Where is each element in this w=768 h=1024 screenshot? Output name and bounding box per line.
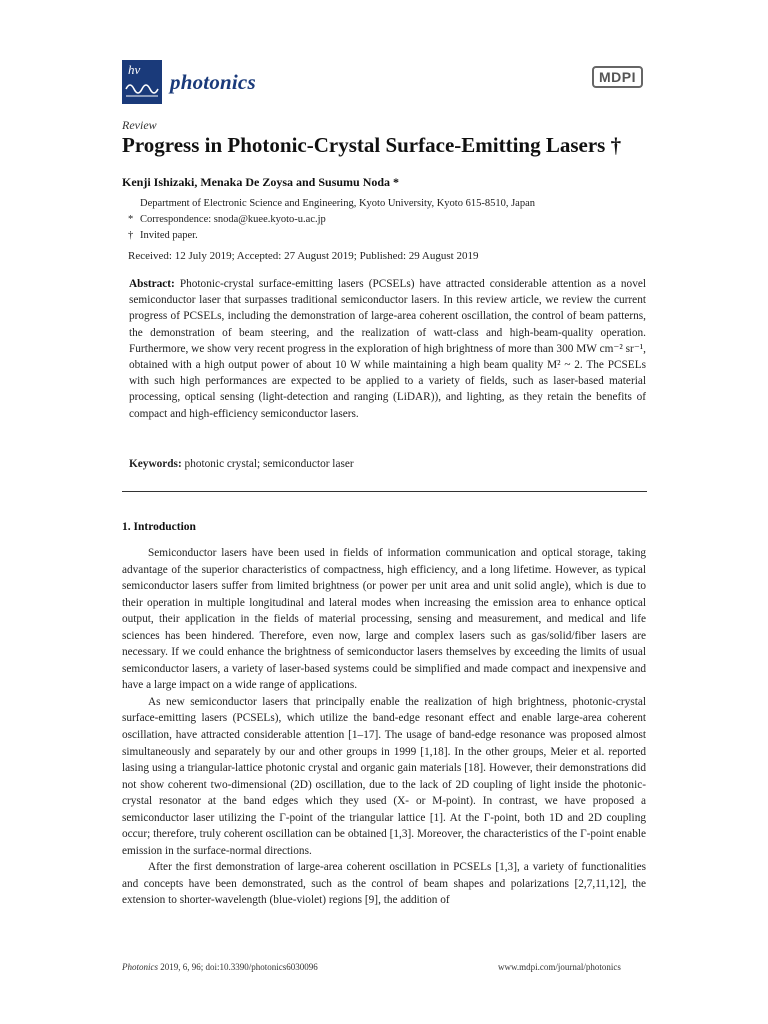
footer-journal: Photonics [122,962,158,972]
divider [122,491,647,492]
mdpi-logo-icon: MDPI [592,66,643,88]
correspondence: * Correspondence: snoda@kuee.kyoto-u.ac.jp [128,214,326,225]
publisher-logo[interactable] [592,66,643,88]
keywords-text: photonic crystal; semiconductor laser [184,458,354,470]
journal-logo[interactable] [122,60,256,104]
abstract-label: Abstract: [129,278,175,290]
article-type: Review [122,118,157,132]
article-title: Progress in Photonic-Crystal Surface-Emitting Lasers † [122,133,622,157]
abstract-text: Photonic-crystal surface-emitting lasers (PCSELs) have attracted considerable attention as a novel semiconductor laser that surpasses traditional semiconductor lasers. In this review article, we review the current progress of PCSELs, including the demonstration of large-area coherent oscillation, the control of beam patterns, the demonstration of beam steering, and the realization of watt-class and high-beam-quality operation. Furthermore, we show very recent progress in the exploration of high brightness of more than 300 MW cm⁻² sr⁻¹, obtained with a high output power of about 10 W while maintaining a high beam quality M² ~ 2. The PCSELs with such high performances are expected to be applied to a variety of fields, such as laser-based material processing, optical sensing (light-detection and ranging (LiDAR)), and lighting, as they retain the benefits of compact and high-efficiency semiconductor lasers. [129,278,647,420]
paragraph: After the first demonstration of large-area coherent oscillation in PCSELs [1,3], a variety of functionalities and concepts have been demonstrated, such as the control of beam shapes and polarizations [2,7,11,12], the extension to shorter-wavelength (blue-violet) regions [9], the addition of [122,861,646,907]
keywords-label: Keywords: [129,458,182,470]
photonics-logo-icon [122,60,162,104]
paragraph: Semiconductor lasers have been used in fields of information communication and optical storage, taking advantage of the superior characteristics of compactness, high efficiency, and a long lifetime. However, as typical semiconductor lasers suffer from limited brightness (or power per unit area and unit solid angle), which is due to their operation in multiple longitudinal and lateral modes when increasing the emission area to enhance optical output, their application in the fields of material processing, sensing and measurement, and medical and life sciences has been hindered. Therefore, even now, large and complex lasers such as gas/solid/fiber lasers are necessary. If we could enhance the brightness of semiconductor lasers themselves by exceeding the limits of usual semiconductor lasers, a variety of laser-based systems could be simplified and made compact and inexpensive and have a large impact on a wide range of applications. [122,547,646,692]
publication-dates: Received: 12 July 2019; Accepted: 27 August 2019; Published: 29 August 2019 [128,250,479,262]
logo-text: hv [128,62,141,77]
section-heading: 1. Introduction [122,521,196,533]
abstract [129,276,646,422]
keywords [129,458,354,470]
footer-url[interactable]: www.mdpi.com/journal/photonics [498,962,621,972]
section-body [122,545,646,909]
invited-note: † Invited paper. [128,230,198,241]
author-list: Kenji Ishizaki, Menaka De Zoysa and Susumu Noda * [122,175,400,189]
correspondence-email[interactable]: Correspondence: snoda@kuee.kyoto-u.ac.jp [140,214,326,225]
paragraph: As new semiconductor lasers that principally enable the realization of high brightness, photonic-crystal surface-emitting lasers (PCSELs), which utilize the band-edge resonant effect and enable large-area coherent oscillation, have attracted considerable attention [1–17]. The usage of band-edge resonance was proposed almost simultaneously and separately by our and other groups in 1999 [1,18]. In the other groups, Meier et al. reported lasing using a triangular-lattice photonic crystal and organic gain materials [18]. However, their demonstrations did not show coherent two-dimensional (2D) oscillation, due to the lack of 2D coupling of light inside the photonic-crystal resonator at the band edges which they used (X- or M-point). In contrast, we have proposed a semiconductor laser utilizing the Γ-point of the triangular lattice [1]. At the Γ-point, both 1D and 2D coupling occur; therefore, truly coherent oscillation can be obtained [1,3]. Moreover, the characteristics of the Γ-point enable emission in the surface-normal directions. [122,695,646,857]
journal-name: photonics [170,69,256,94]
footer-citation: Photonics 2019, 6, 96; doi:10.3390/photonics6030096 [122,962,318,972]
affiliation: Department of Electronic Science and Engineering, Kyoto University, Kyoto 615-8510, Japan [140,198,536,209]
